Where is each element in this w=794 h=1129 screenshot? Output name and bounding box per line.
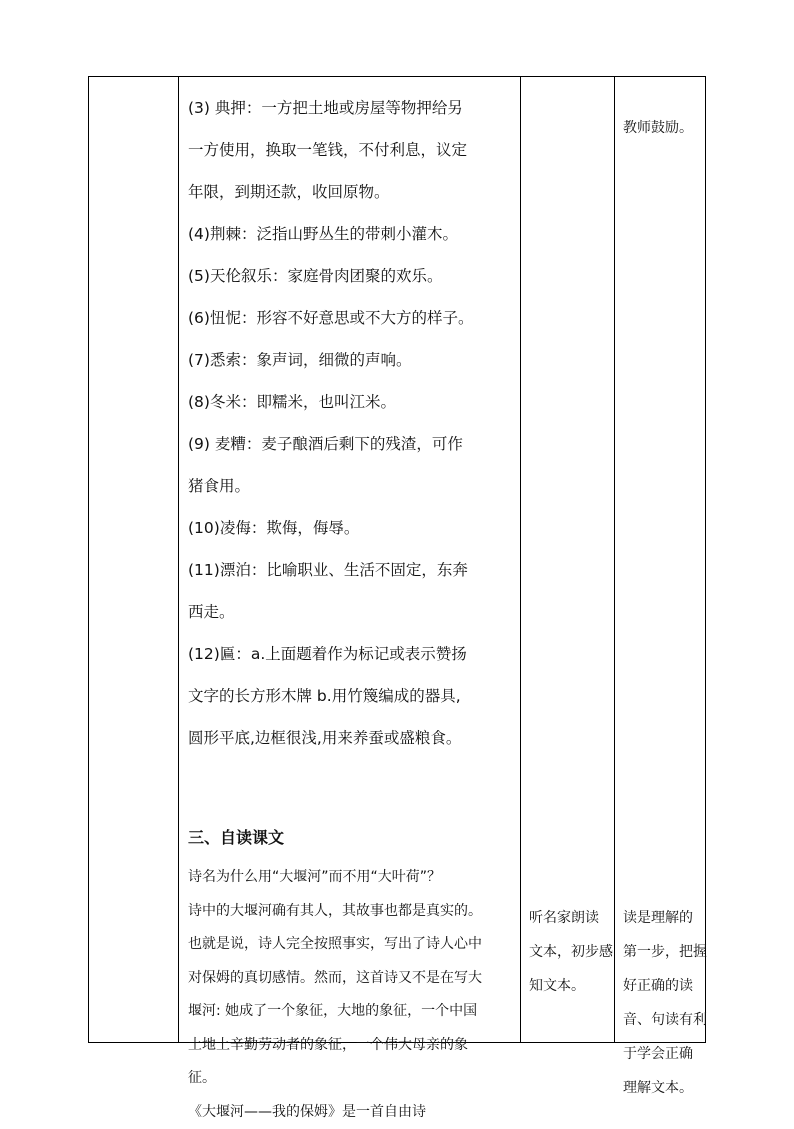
intent-line: 音、句读有利 <box>623 1003 703 1037</box>
section-title: 三、自读课文 <box>188 825 284 848</box>
column-student-activity <box>521 77 615 1042</box>
vocabulary-notes <box>188 87 516 759</box>
note-line: 文字的长方形木牌 b.用竹篾编成的器具, <box>188 675 516 717</box>
note-line: (8)冬米：即糯米，也叫江米。 <box>188 381 516 423</box>
note-line: (11)漂泊：比喻职业、生活不固定，东奔 <box>188 549 516 591</box>
intent-line: 读是理解的 <box>623 901 703 935</box>
note-line: (9) 麦糟：麦子酿酒后剩下的残渣，可作 <box>188 423 516 465</box>
note-line: (3) 典押：一方把土地或房屋等物押给另 <box>188 87 516 129</box>
activity-line: 文本，初步感 <box>529 935 609 969</box>
intent-line: 于学会正确 <box>623 1037 703 1071</box>
note-line: 年限，到期还款，收回原物。 <box>188 171 516 213</box>
reading-line: 《大堰河——我的保姆》是一首自由诗 <box>188 1096 518 1129</box>
note-line: (4)荆棘：泛指山野丛生的带刺小灌木。 <box>188 213 516 255</box>
note-line: (12)匾：a.上面题着作为标记或表示赞扬 <box>188 633 516 675</box>
reading-line: 也就是说，诗人完全按照事实，写出了诗人心中 <box>188 928 518 962</box>
activity-line: 知文本。 <box>529 969 609 1003</box>
student-activity-text <box>529 901 609 1003</box>
reading-line: 对保姆的真切感情。然而，这首诗又不是在写大 <box>188 962 518 996</box>
note-line: (5)天伦叙乐：家庭骨肉团聚的欢乐。 <box>188 255 516 297</box>
activity-line: 听名家朗读 <box>529 901 609 935</box>
teacher-praise: 教师鼓励。 <box>623 117 693 137</box>
note-line: (6)忸怩：形容不好意思或不大方的样子。 <box>188 297 516 339</box>
note-line: (7)悉索：象声词，细微的声响。 <box>188 339 516 381</box>
note-line: 西走。 <box>188 591 516 633</box>
note-line: (10)凌侮：欺侮，侮辱。 <box>188 507 516 549</box>
note-line: 一方使用，换取一笔钱，不付利息，议定 <box>188 129 516 171</box>
intent-line: 理解文本。 <box>623 1071 703 1105</box>
reading-passage <box>188 861 518 1129</box>
column-content <box>179 77 521 1042</box>
column-design-intent <box>615 77 707 1042</box>
note-line: 圆形平底,边框很浅,用来养蚕或盛粮食。 <box>188 717 516 759</box>
design-intent-text <box>623 901 703 1105</box>
note-line: 猪食用。 <box>188 465 516 507</box>
reading-line: 诗中的大堰河确有其人，其故事也都是真实的。 <box>188 895 518 929</box>
reading-line: 诗名为什么用“大堰河”而不用“大叶荷”？ <box>188 861 518 895</box>
intent-line: 第一步，把握 <box>623 935 703 969</box>
reading-line: 堰河: 她成了一个象征，大地的象征，一个中国 <box>188 995 518 1029</box>
intent-line: 好正确的读 <box>623 969 703 1003</box>
reading-line: 征。 <box>188 1062 518 1096</box>
lesson-table <box>88 76 706 1043</box>
reading-line: 土地上辛勤劳动者的象征，一个伟大母亲的象 <box>188 1029 518 1063</box>
column-stage <box>89 77 179 1042</box>
